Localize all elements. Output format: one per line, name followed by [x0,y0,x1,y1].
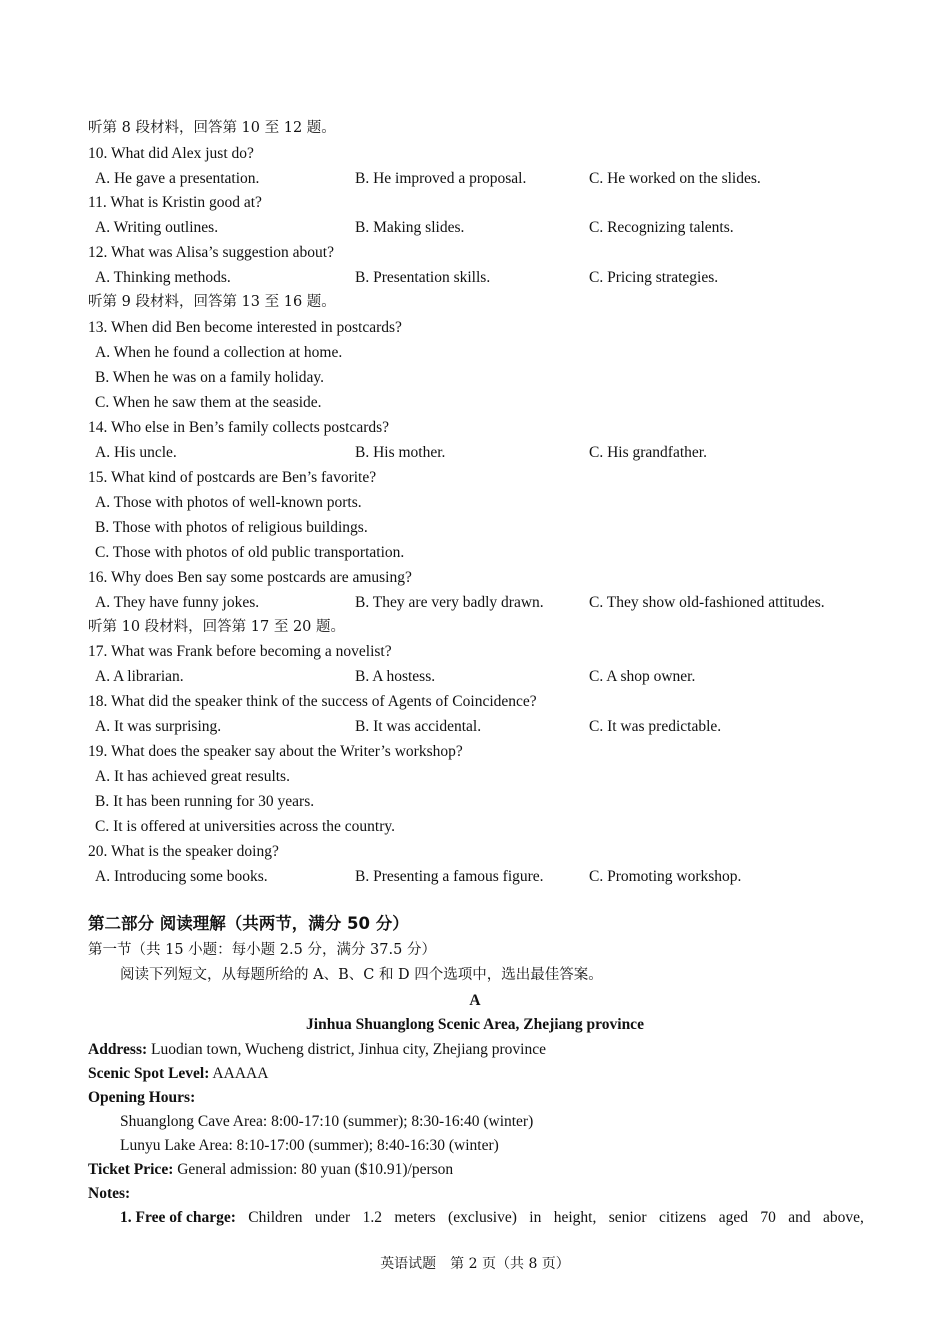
question-11: 11. What is Kristin good at? [88,194,262,211]
note-1-label: 1. Free of charge: [120,1209,236,1226]
question-12: 12. What was Alisa’s suggestion about? [88,244,334,261]
q13-option-b: B. When he was on a family holiday. [95,369,325,386]
q12-option-a: A. Thinking methods. [95,269,231,286]
q15-option-a: A. Those with photos of well-known ports. [95,494,362,511]
q12-option-b: B. Presentation skills. [355,269,491,286]
q16-option-b: B. They are very badly drawn. [355,594,544,611]
note-1-word: 70 [760,1209,776,1226]
ticket-value: General admission: 80 yuan ($10.91)/person [173,1161,454,1178]
question-17: 17. What was Frank before becoming a novelist? [88,643,392,660]
q15-option-b: B. Those with photos of religious buildings. [95,519,368,536]
ticket-label: Ticket Price: [88,1161,174,1178]
note-1-word: under [314,1209,351,1226]
hours-label: Opening Hours: [88,1089,196,1106]
note-1-word: aged [718,1209,748,1226]
q13-option-c: C. When he saw them at the seaside. [95,394,322,411]
q20-option-a: A. Introducing some books. [95,868,268,885]
section-10-heading: 听第 10 段材料，回答第 17 至 20 题。 [88,619,346,635]
page-footer: 英语试题 第 2 页（共 8 页） [380,1256,570,1272]
address-line [88,1040,546,1060]
q14-option-c: C. His grandfather. [589,444,707,461]
level-line [88,1064,268,1084]
q18-option-a: A. It was surprising. [95,718,222,735]
address-value: Luodian town, Wucheng district, Jinhua city, Zhejiang province [147,1041,546,1058]
notes-label: Notes: [88,1185,131,1202]
question-19: 19. What does the speaker say about the Writer’s workshop? [88,743,463,760]
level-value: AAAAA [209,1065,269,1082]
q17-option-b: B. A hostess. [355,668,436,685]
question-13: 13. When did Ben become interested in postcards? [88,319,402,336]
level-label: Scenic Spot Level: [88,1065,210,1082]
q20-option-c: C. Promoting workshop. [589,868,742,885]
section-9-heading: 听第 9 段材料，回答第 13 至 16 题。 [88,294,336,310]
note-1-word: height, [553,1209,597,1226]
q14-option-a: A. His uncle. [95,444,177,461]
note-1-word: Children [248,1209,303,1226]
q11-option-b: B. Making slides. [355,219,465,236]
question-18: 18. What did the speaker think of the success of Agents of Coincidence? [88,693,537,710]
reading-instruction: 阅读下列短文，从每题所给的 A、B、C 和 D 四个选项中，选出最佳答案。 [120,967,603,983]
address-label: Address: [88,1041,148,1058]
note-1-word: 1.2 [362,1209,382,1226]
q12-option-c: C. Pricing strategies. [589,269,719,286]
q17-option-c: C. A shop owner. [589,668,696,685]
hours-cave: Shuanglong Cave Area: 8:00-17:10 (summer); 8:30-16:40 (winter) [120,1113,534,1130]
question-20: 20. What is the speaker doing? [88,843,279,860]
q10-option-c: C. He worked on the slides. [589,170,761,187]
part-two-title: 第二部分 阅读理解（共两节，满分 50 分） [88,914,409,933]
q10-option-a: A. He gave a presentation. [95,170,260,187]
q13-option-a: A. When he found a collection at home. [95,344,343,361]
ticket-line [88,1160,453,1180]
note-1-word: senior [608,1209,647,1226]
q16-option-a: A. They have funny jokes. [95,594,260,611]
q14-option-b: B. His mother. [355,444,446,461]
note-1-line [120,1208,864,1228]
q18-option-c: C. It was predictable. [589,718,722,735]
note-1-word: meters [394,1209,436,1226]
q16-option-c: C. They show old-fashioned attitudes. [589,594,825,611]
note-1-word: citizens [658,1209,707,1226]
q20-option-b: B. Presenting a famous figure. [355,868,544,885]
section-one-heading: 第一节（共 15 小题：每小题 2.5 分，满分 37.5 分） [88,942,436,958]
note-1-word: above, [822,1209,864,1226]
q10-option-b: B. He improved a proposal. [355,170,527,187]
q19-option-b: B. It has been running for 30 years. [95,793,315,810]
hours-lake: Lunyu Lake Area: 8:10-17:00 (summer); 8:40-16:30 (winter) [120,1137,499,1154]
passage-letter: A [469,992,481,1009]
section-8-heading: 听第 8 段材料，回答第 10 至 12 题。 [88,120,336,136]
passage-title: Jinhua Shuanglong Scenic Area, Zhejiang province [306,1016,644,1033]
question-14: 14. Who else in Ben’s family collects postcards? [88,419,390,436]
question-15: 15. What kind of postcards are Ben’s favorite? [88,469,377,486]
q19-option-a: A. It has achieved great results. [95,768,290,785]
q17-option-a: A. A librarian. [95,668,184,685]
q11-option-a: A. Writing outlines. [95,219,219,236]
question-10: 10. What did Alex just do? [88,145,254,162]
q11-option-c: C. Recognizing talents. [589,219,734,236]
q19-option-c: C. It is offered at universities across the country. [95,818,396,835]
question-16: 16. Why does Ben say some postcards are amusing? [88,569,412,586]
q18-option-b: B. It was accidental. [355,718,482,735]
note-1-word: and [788,1209,811,1226]
q15-option-c: C. Those with photos of old public transportation. [95,544,405,561]
note-1-word: (exclusive) [448,1209,517,1226]
note-1-word: in [529,1209,542,1226]
